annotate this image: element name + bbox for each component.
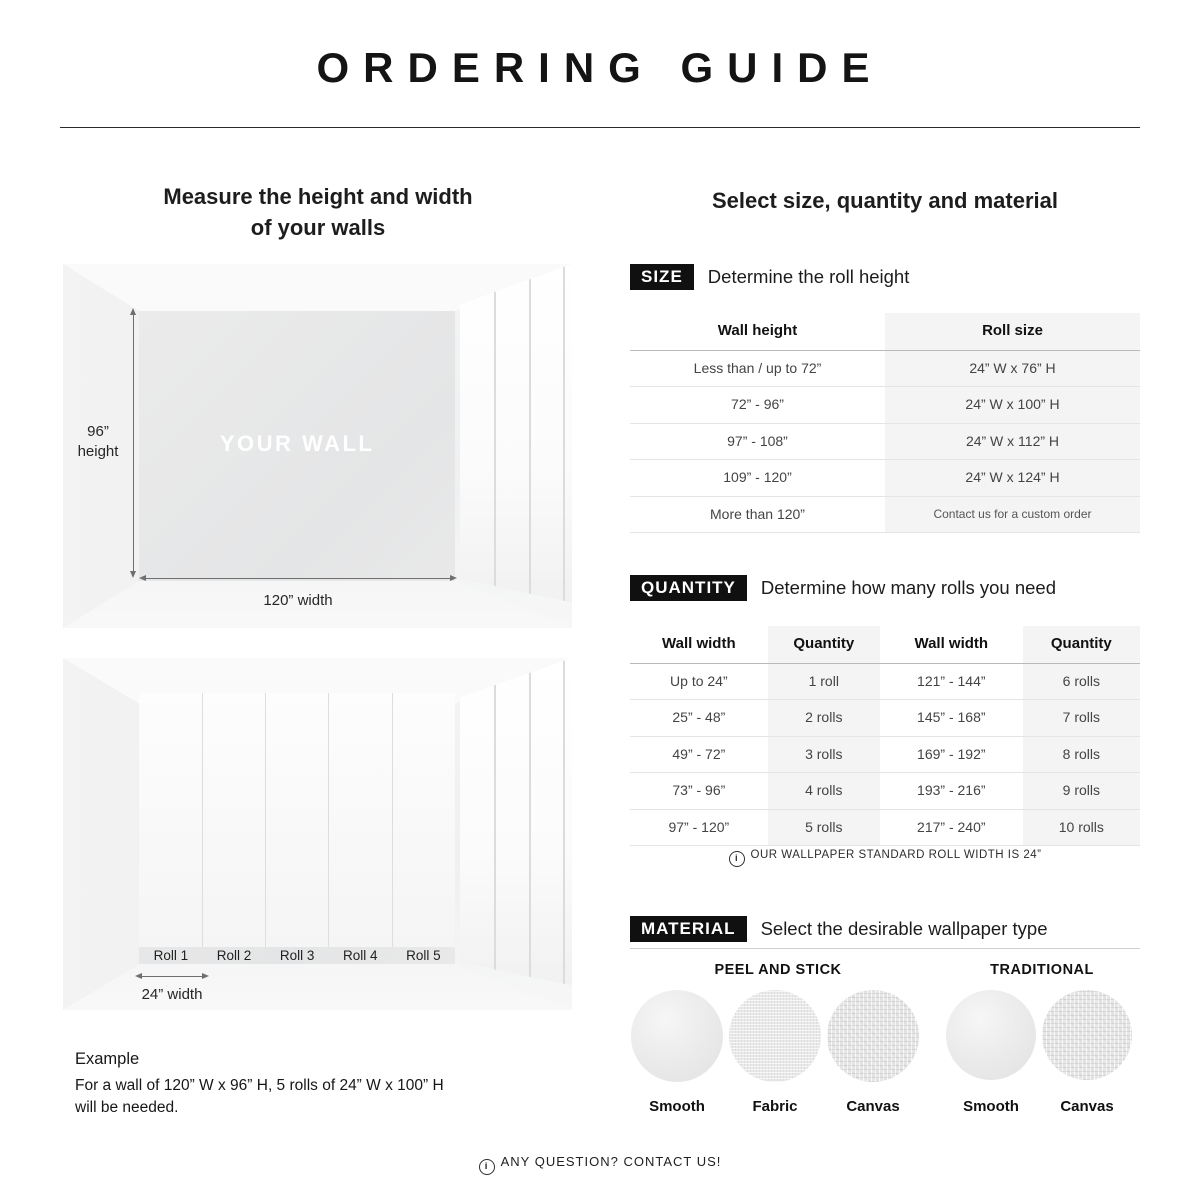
material-section-header	[630, 916, 1140, 942]
peel-and-stick-swatches	[631, 990, 919, 1082]
roll-panel	[139, 693, 202, 946]
measure-heading	[63, 182, 573, 244]
measure-heading-line1: Measure the height and width	[163, 184, 473, 209]
size-col-wall-height: Wall height	[717, 322, 798, 339]
traditional-labels	[946, 1098, 1132, 1115]
swatch-label: Canvas	[1060, 1098, 1114, 1115]
footer-contact-note	[0, 1154, 1200, 1175]
qty-wall-width: 169” - 192”	[917, 745, 986, 762]
qty-quantity: 9 rolls	[1023, 773, 1140, 809]
window-mullion	[529, 264, 531, 603]
room-window	[460, 658, 572, 985]
qty-wall-width: Up to 24”	[670, 672, 728, 689]
size-roll-size: Contact us for a custom order	[885, 497, 1140, 533]
size-wall-height: 72” - 96”	[731, 396, 784, 413]
roll-labels	[139, 948, 455, 963]
example-title: Example	[75, 1050, 140, 1068]
qty-quantity: 1 roll	[768, 664, 880, 700]
traditional-heading: TRADITIONAL	[990, 962, 1094, 978]
quantity-row	[630, 664, 1140, 701]
size-section-header	[630, 264, 1140, 290]
peel-and-stick-heading: PEEL AND STICK	[714, 962, 842, 978]
quantity-row	[630, 773, 1140, 810]
material-badge: MATERIAL	[630, 916, 747, 942]
size-row	[630, 424, 1140, 461]
quantity-row	[630, 737, 1140, 774]
qty-col-wall-width: Wall width	[914, 635, 989, 652]
size-wall-height: More than 120”	[710, 505, 805, 522]
size-table-header	[630, 313, 1140, 351]
canvas-swatch	[1042, 990, 1132, 1080]
size-col-roll-size: Roll size	[885, 313, 1140, 350]
qty-wall-width: 49” - 72”	[672, 745, 726, 762]
qty-quantity: 6 rolls	[1023, 664, 1140, 700]
qty-wall-width: 25” - 48”	[672, 709, 726, 726]
window-mullion	[563, 658, 565, 985]
roll-panels	[139, 693, 455, 946]
header-divider	[60, 127, 1140, 128]
window-mullion	[494, 658, 496, 985]
size-roll-size: 24” W x 100” H	[885, 387, 1140, 423]
roll-panel	[266, 693, 329, 946]
quantity-row	[630, 810, 1140, 847]
size-row	[630, 387, 1140, 424]
example-line1: For a wall of 120” W x 96” H, 5 rolls of 24” W x 100” H	[75, 1076, 444, 1094]
swatch-label: Smooth	[649, 1098, 705, 1115]
roll-width-dimension-label: 24” width	[141, 986, 203, 1003]
roll-panel	[329, 693, 392, 946]
room-illustration-your-wall	[63, 264, 572, 628]
smooth-swatch	[946, 990, 1036, 1080]
peel-and-stick-labels	[631, 1098, 919, 1115]
quantity-table	[630, 626, 1140, 846]
info-icon: i	[729, 851, 745, 867]
roll-label: Roll 3	[279, 948, 315, 964]
select-heading: Select size, quantity and material	[711, 188, 1058, 213]
qty-quantity: 2 rolls	[768, 700, 880, 736]
height-value: 96”	[87, 423, 109, 440]
material-description: Select the desirable wallpaper type	[760, 918, 1048, 939]
window-mullion	[563, 264, 565, 603]
size-wall-height: 97” - 108”	[727, 432, 788, 449]
size-row	[630, 460, 1140, 497]
example-line2: will be needed.	[75, 1099, 179, 1117]
size-table	[630, 313, 1140, 533]
qty-quantity: 10 rolls	[1023, 810, 1140, 846]
measure-heading-line2: of your walls	[250, 214, 386, 240]
room-illustration-rolls	[63, 658, 572, 1010]
size-roll-size: 24” W x 112” H	[885, 424, 1140, 460]
height-word: height	[77, 442, 119, 460]
roll-width-dimension-arrow	[141, 976, 203, 977]
footer-contact-text: ANY QUESTION? CONTACT US!	[500, 1154, 722, 1169]
roll-panel	[393, 693, 455, 946]
room-window	[460, 264, 572, 603]
standard-roll-width-text: OUR WALLPAPER STANDARD ROLL WIDTH IS 24”	[750, 849, 1042, 861]
qty-quantity: 3 rolls	[768, 737, 880, 773]
swatch-label: Smooth	[963, 1098, 1019, 1115]
info-icon: i	[479, 1159, 495, 1175]
size-row	[630, 497, 1140, 534]
quantity-section-header	[630, 575, 1140, 601]
standard-roll-width-note	[630, 849, 1140, 867]
size-description: Determine the roll height	[707, 266, 910, 287]
swatch-label: Canvas	[846, 1098, 900, 1115]
roll-label: Roll 4	[342, 948, 378, 964]
quantity-badge: QUANTITY	[630, 575, 747, 601]
roll-label: Roll 5	[406, 948, 441, 964]
fabric-swatch	[729, 990, 821, 1082]
swatch-label: Fabric	[752, 1098, 798, 1115]
material-divider	[630, 948, 1140, 949]
height-dimension-arrow	[133, 314, 134, 572]
qty-wall-width: 73” - 96”	[672, 782, 726, 799]
height-dimension-label	[69, 422, 127, 461]
qty-col-quantity: Quantity	[1023, 626, 1140, 663]
traditional-swatches	[946, 990, 1132, 1080]
size-badge: SIZE	[630, 264, 694, 290]
qty-wall-width: 217” - 240”	[917, 818, 986, 835]
size-wall-height: 109” - 120”	[723, 469, 792, 486]
size-wall-height: Less than / up to 72”	[693, 359, 822, 376]
width-dimension-arrow	[145, 578, 451, 579]
qty-wall-width: 193” - 216”	[917, 782, 986, 799]
page-title: ORDERING GUIDE	[316, 44, 884, 91]
window-mullion	[494, 264, 496, 603]
qty-wall-width: 121” - 144”	[917, 672, 986, 689]
size-row	[630, 351, 1140, 388]
qty-col-quantity: Quantity	[768, 626, 880, 663]
roll-label: Roll 2	[216, 948, 252, 964]
your-wall-label: YOUR WALL	[219, 431, 375, 457]
canvas-swatch	[827, 990, 919, 1082]
size-roll-size: 24” W x 76” H	[885, 351, 1140, 387]
roll-label: Roll 1	[153, 948, 189, 964]
qty-quantity: 4 rolls	[768, 773, 880, 809]
qty-quantity: 8 rolls	[1023, 737, 1140, 773]
width-dimension-label: 120” width	[263, 592, 333, 609]
qty-quantity: 5 rolls	[768, 810, 880, 846]
qty-wall-width: 145” - 168”	[917, 709, 986, 726]
quantity-description: Determine how many rolls you need	[760, 577, 1057, 598]
size-roll-size: 24” W x 124” H	[885, 460, 1140, 496]
qty-wall-width: 97” - 120”	[668, 818, 730, 835]
quantity-table-header	[630, 626, 1140, 664]
example-block	[75, 1048, 555, 1120]
smooth-swatch	[631, 990, 723, 1082]
quantity-row	[630, 700, 1140, 737]
window-mullion	[529, 658, 531, 985]
roll-panel	[203, 693, 266, 946]
qty-col-wall-width: Wall width	[662, 635, 736, 652]
qty-quantity: 7 rolls	[1023, 700, 1140, 736]
